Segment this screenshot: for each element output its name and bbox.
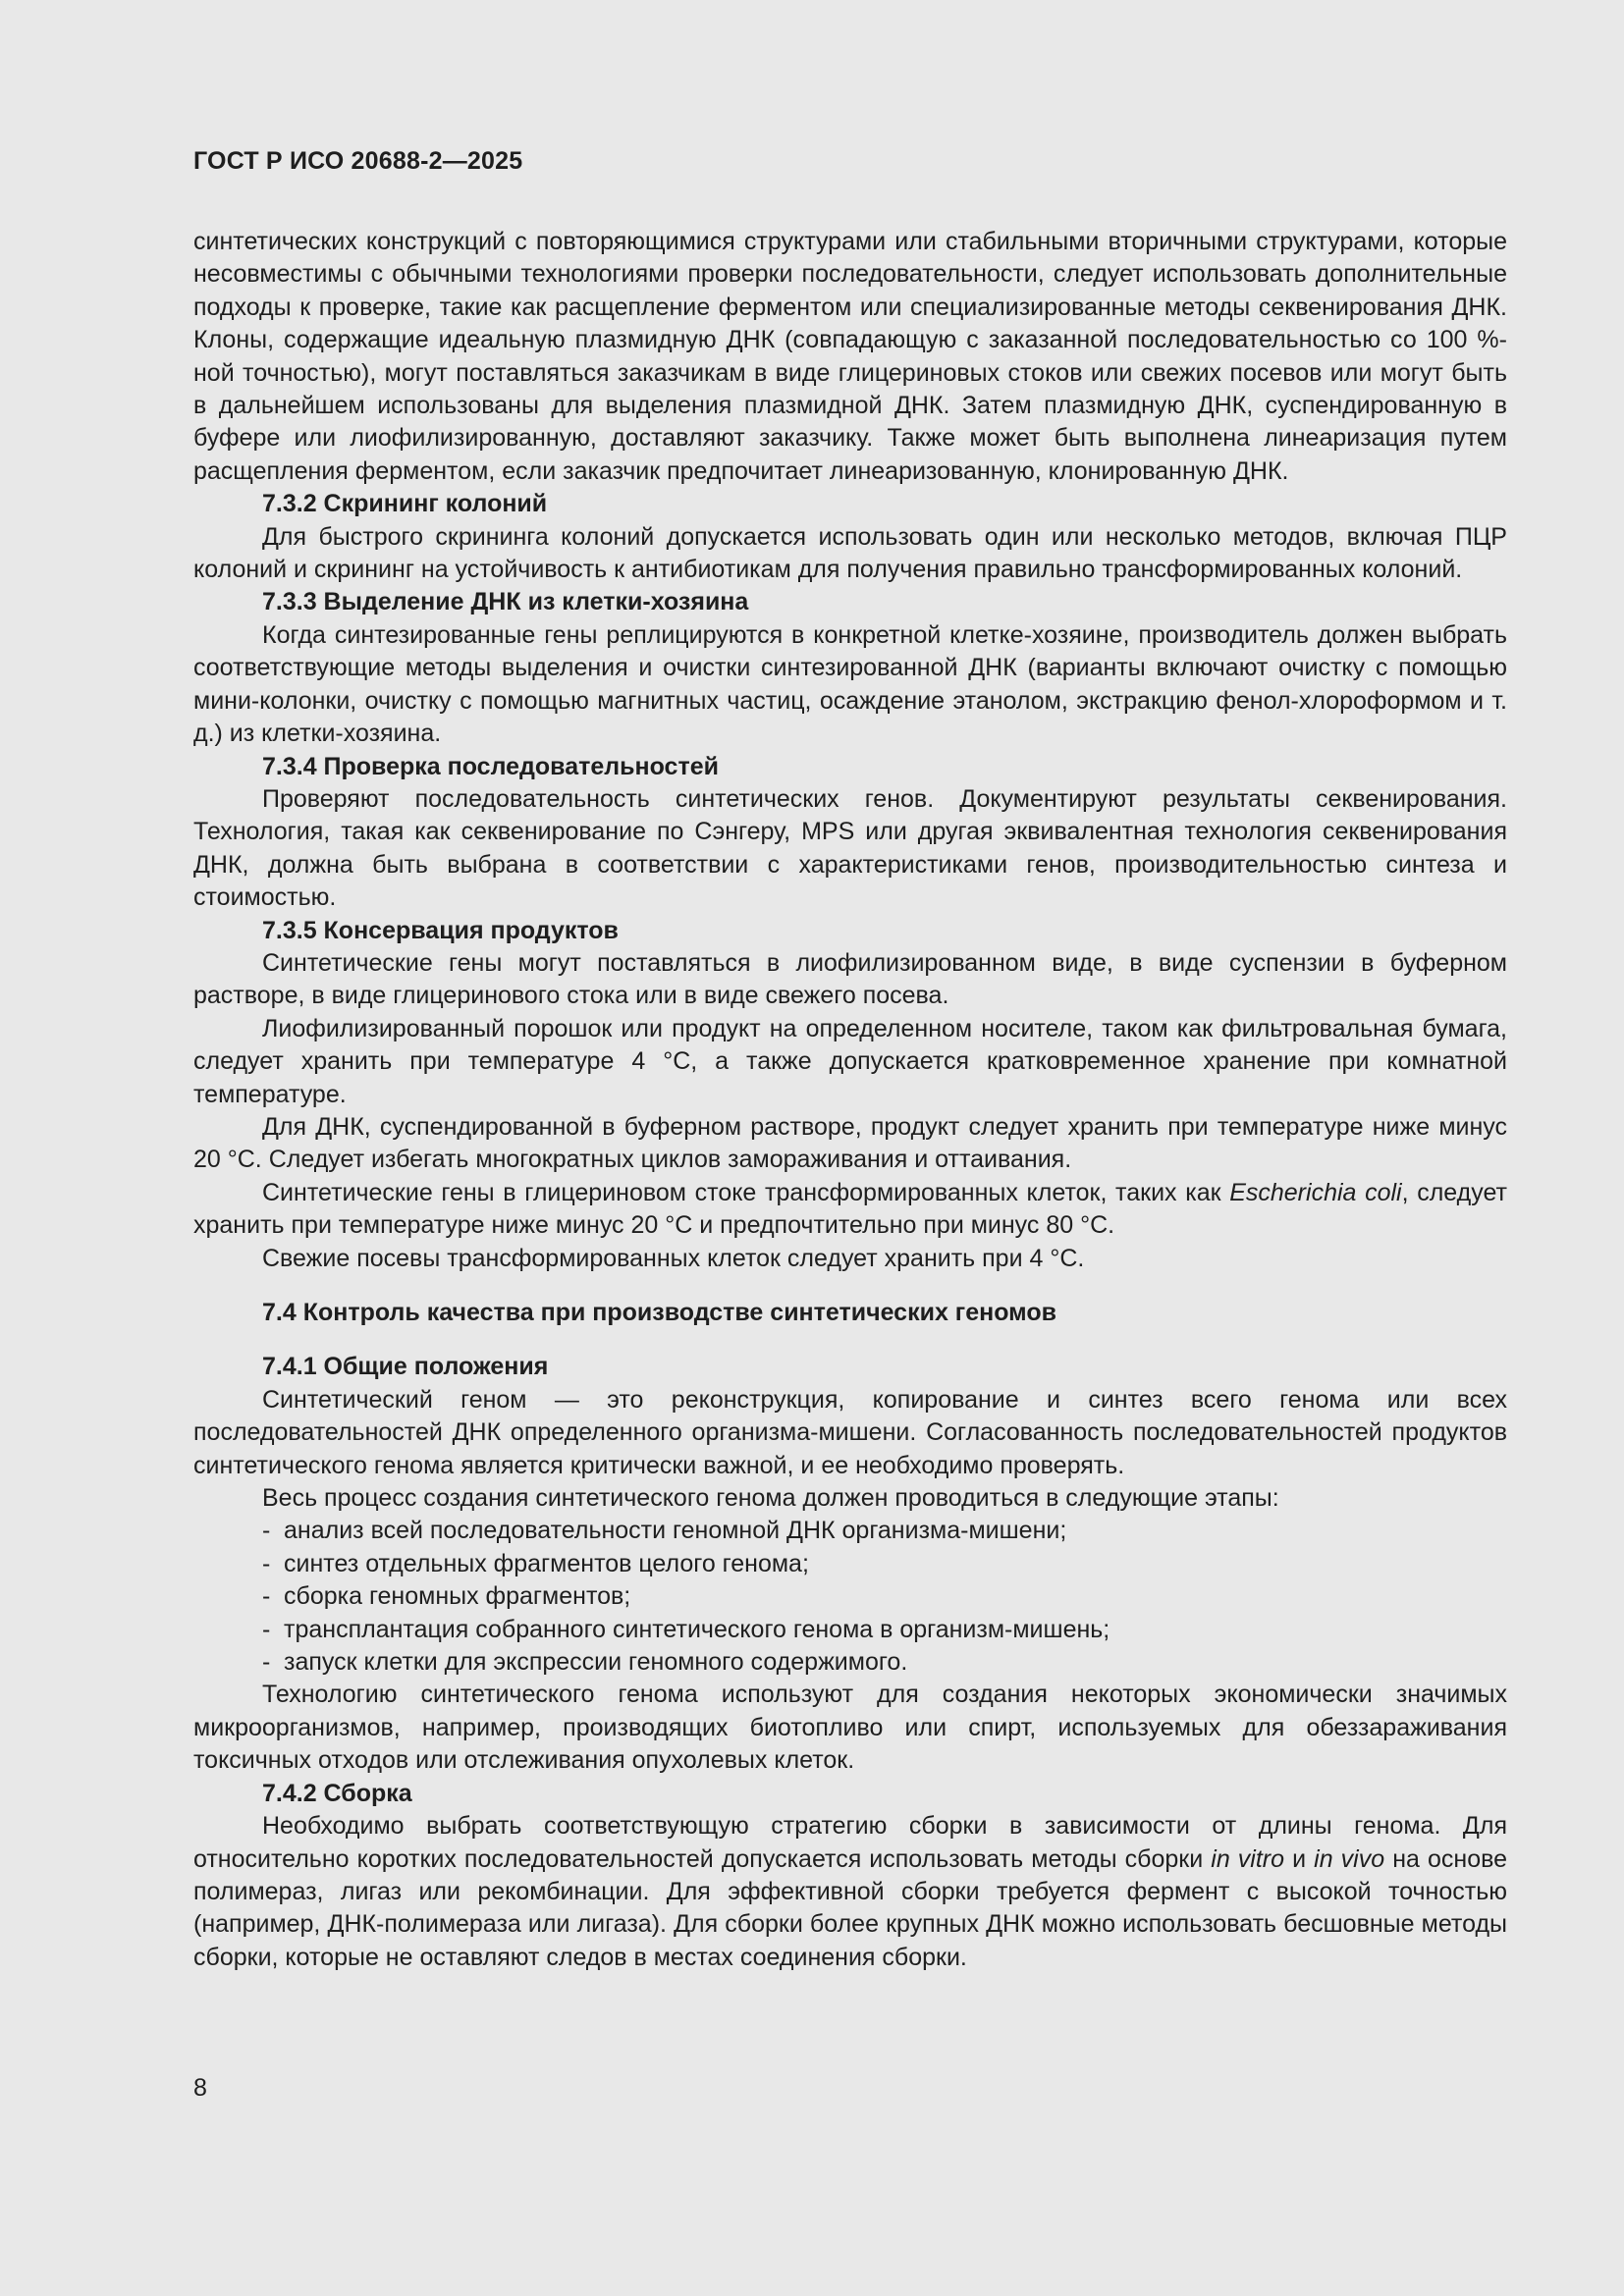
section-7-3-5-paragraph-2: Лиофилизированный порошок или продукт на определенном носителе, таком как фильтровальная бумага, следует хранить при температуре 4 °С, а также допускается кратковременное хранение при комнатной температуре. <box>193 1014 1507 1108</box>
list-item <box>262 1646 1507 1679</box>
genome-steps-list <box>193 1515 1507 1679</box>
paragraph-text: , следует хранить при температуре ниже минус 20 °С и предпочтительно при минус 80 °С. <box>193 1178 1507 1240</box>
section-7-4-2-heading: 7.4.2 Сборка <box>262 1779 412 1807</box>
paragraph-text: Синтетические гены в глицериновом стоке трансформированных клеток, таких как <box>262 1178 1230 1206</box>
section-7-3-2-paragraph: Для быстрого скрининга колоний допускается использовать один или несколько методов, включая ПЦР колоний и скрининг на устойчивость к антибиотикам для получения правильно трансформированных колоний. <box>193 522 1507 584</box>
list-item <box>262 1515 1507 1547</box>
paragraph-text: Необходимо выбрать соответствующую стратегию сборки в зависимости от длины генома. Для относительно коротких последовательностей допускается использовать методы сборки <box>193 1812 1507 1873</box>
page-body <box>193 226 1507 1974</box>
section-7-3-4-paragraph: Проверяют последовательность синтетических генов. Документируют результаты секвенирования. Технология, такая как секвенирование по Сэнгеру, MPS или другая эквивалентная технология секвенирования ДНК, должна быть выбрана в соответствии с характеристиками генов, производительностью синтеза и стоимостью. <box>193 784 1507 912</box>
list-dash: - <box>262 1615 271 1643</box>
spacer <box>193 1275 1507 1297</box>
spacer <box>193 1329 1507 1351</box>
list-dash: - <box>262 1517 271 1545</box>
page-number: 8 <box>193 2074 207 2102</box>
list-dash: - <box>262 1648 271 1677</box>
section-7-3-5-paragraph-4 <box>193 1177 1507 1243</box>
list-item-text: синтез отдельных фрагментов целого генома; <box>284 1549 809 1577</box>
species-name: Escherichia coli <box>1229 1178 1402 1206</box>
section-7-4-1-paragraph-1: Синтетический геном — это реконструкция, копирование и синтез всего генома или всех последовательностей ДНК определенного организма-мишени. Согласованность последовательностей продуктов синтетического генома является критически важной, и ее необходимо проверять. <box>193 1385 1507 1479</box>
section-7-3-3-heading: 7.3.3 Выделение ДНК из клетки-хозяина <box>262 588 749 616</box>
section-7-4-1-paragraph-2: Весь процесс создания синтетического генома должен проводиться в следующие этапы: <box>262 1484 1279 1513</box>
paragraph-text: на основе полимераз, лигаз или рекомбинации. Для эффективной сборки требуется фермент с высокой точностью (например, ДНК-полимераза или лигаза). Для сборки более крупных ДНК можно использовать бесшовные методы сборки, которые не оставляют следов в местах соединения сборки. <box>193 1844 1508 1971</box>
list-item-text: сборка геномных фрагментов; <box>284 1582 631 1611</box>
italic-term: in vitro <box>1211 1844 1285 1873</box>
section-7-4-1-heading: 7.4.1 Общие положения <box>262 1353 549 1381</box>
section-7-3-5-paragraph-3: Для ДНК, суспендированной в буферном растворе, продукт следует хранить при температуре ниже минус 20 °С. Следует избегать многократных циклов замораживания и оттаивания. <box>193 1112 1507 1174</box>
section-7-4-heading: 7.4 Контроль качества при производстве синтетических геномов <box>262 1299 1056 1326</box>
list-item <box>262 1614 1507 1646</box>
document-code-header: ГОСТ Р ИСО 20688-2—2025 <box>193 147 523 175</box>
paragraph-continuation: синтетических конструкций с повторяющимися структурами или стабильными вторичными структурами, которые несовместимы с обычными технологиями проверки последовательности, следует использовать дополнительные подходы к проверке, такие как расщепление ферментом или специализированные методы секвенирования ДНК. Клоны, содержащие идеальную плазмидную ДНК (совпадающую с заказанной последовательностью со 100 %-ной точностью), могут поставляться заказчикам в виде глицериновых стоков или свежих посевов или могут быть в дальнейшем использованы для выделения плазмидной ДНК. Затем плазмидную ДНК, суспендированную в буфере или лиофилизированную, доставляют заказчику. Также может быть выполнена линеаризация путем расщепления ферментом, если заказчик предпочитает линеаризованную, клонированную ДНК. <box>193 228 1507 485</box>
section-7-3-3-paragraph: Когда синтезированные гены реплицируются в конкретной клетке-хозяине, производитель должен выбрать соответствующие методы выделения и очистки синтезированной ДНК (варианты включают очистку с помощью мини-колонки, очистку с помощью магнитных частиц, осаждение этанолом, экстракцию фенол-хлороформом и т. д.) из клетки-хозяина. <box>193 620 1507 748</box>
section-7-4-1-paragraph-3: Технологию синтетического генома используют для создания некоторых экономически значимых микроорганизмов, например, производящих биотопливо или спирт, используемых для обеззараживания токсичных отходов или отслеживания опухолевых клеток. <box>193 1681 1507 1775</box>
list-item-text: запуск клетки для экспрессии геномного содержимого. <box>284 1648 908 1677</box>
section-7-3-5-paragraph-5: Свежие посевы трансформированных клеток следует хранить при 4 °С. <box>262 1244 1085 1272</box>
section-7-3-5-paragraph-1: Синтетические гены могут поставляться в лиофилизированном виде, в виде суспензии в буферном растворе, в виде глицеринового стока или в виде свежего посева. <box>193 948 1507 1010</box>
list-dash: - <box>262 1549 271 1577</box>
section-7-3-5-heading: 7.3.5 Консервация продуктов <box>262 916 619 944</box>
italic-term: in vivo <box>1314 1844 1385 1873</box>
section-7-4-2-paragraph <box>193 1810 1507 1974</box>
list-item <box>262 1580 1507 1613</box>
section-7-3-4-heading: 7.3.4 Проверка последовательностей <box>262 752 719 780</box>
list-dash: - <box>262 1582 271 1611</box>
paragraph-text: и <box>1284 1844 1315 1873</box>
list-item-text: анализ всей последовательности геномной ДНК организма-мишени; <box>284 1517 1067 1545</box>
list-item <box>262 1548 1507 1580</box>
list-item-text: трансплантация собранного синтетического генома в организм-мишень; <box>284 1615 1110 1643</box>
section-7-3-2-heading: 7.3.2 Скрининг колоний <box>262 490 548 518</box>
